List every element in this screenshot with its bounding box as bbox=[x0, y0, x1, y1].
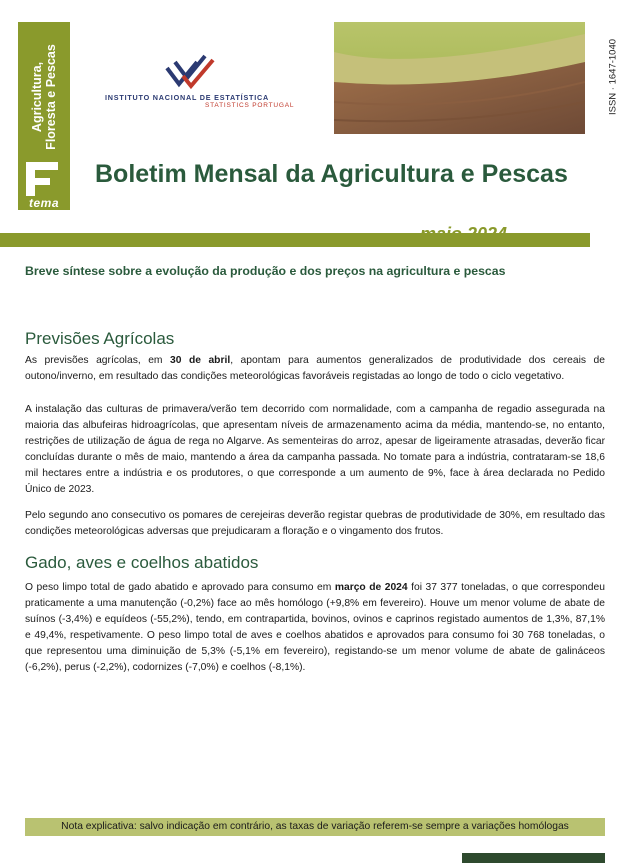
page-title: Boletim Mensal da Agricultura e Pescas bbox=[95, 160, 568, 188]
paragraph-gado-1 bbox=[25, 580, 605, 676]
paragraph-previsoes-3: Pelo segundo ano consecutivo os pomares de cerejeiras deverão registar quebras de produtividade de 30%, em resultado das condições meteorológicas adversas que prejudicaram a floração e o vingamento dos frutos. bbox=[25, 510, 605, 537]
issn-text: ISSN · 1647-1040 bbox=[607, 38, 619, 116]
logo-name: INSTITUTO NACIONAL DE ESTATÍSTICA bbox=[105, 93, 270, 102]
tema-label: tema bbox=[18, 196, 70, 210]
paragraph-text: O peso limpo total de gado abatido e aprovado para consumo em bbox=[25, 582, 335, 593]
section-title-gado: Gado, aves e coelhos abatidos bbox=[25, 553, 259, 572]
field-photo bbox=[334, 22, 585, 134]
issue-date: maio 2024 bbox=[420, 224, 508, 244]
sidebar-line-2: Floresta e Pescas bbox=[44, 44, 58, 150]
sidebar-theme-text bbox=[18, 22, 70, 172]
paragraph-previsoes-1 bbox=[25, 353, 605, 385]
section-title-previsoes: Previsões Agrícolas bbox=[25, 329, 175, 348]
footer-corner-block bbox=[462, 853, 605, 863]
page-subtitle: Breve síntese sobre a evolução da produção e dos preços na agricultura e pescas bbox=[25, 264, 506, 278]
sidebar-line-1: Agricultura, bbox=[30, 61, 44, 133]
explanatory-note: Nota explicativa: salvo indicação em contrário, as taxas de variação referem-se sempre a variações homólogas bbox=[25, 818, 605, 836]
logo-tagline: STATISTICS PORTUGAL bbox=[205, 102, 295, 109]
issn-label bbox=[598, 22, 628, 132]
paragraph-text: , apontam para aumentos generalizados de produtividade dos cereais de outono/inverno, em resultado das condições meteorológicas favoráveis registadas ao longo de todo o ciclo vegetativo. bbox=[25, 355, 606, 382]
paragraph-previsoes-2: A instalação das culturas de primavera/verão tem decorrido com normalidade, com a campanha de regadio assegurada na maioria das albufeiras hidroagrícolas, que apresentam níveis de armazenamento acima da média, mantendo-se, no entanto, restrições de utilização de água de rega no Algarve. As sementeiras do arroz, apesar de ligeiramente atrasadas, deverão ficar concluídas durante o mês de maio, mantendo a área da campanha passada. No tomate para a indústria, contrataram-se 18,6 mil hectares entre a indústria e os produtores, o que corresponde a um aumento de 9%, face à área declarada no Pedido Único de 2023. bbox=[25, 404, 605, 495]
paragraph-text: foi 37 377 toneladas, o que correspondeu praticamente a uma manutenção (-0,2%) face ao mês homólogo (+9,8% em fevereiro). Houve um menor volume de abate de suínos (-3,4%) e equídeos (-55,2%), tendo, em contrapartida, bovinos, ovinos e caprinos registado aumentos de 1,3%, 87,1% e 49,4%, respetivamente. O peso limpo total de aves e coelhos abatidos e aprovados para consumo foi 30 768 toneladas, o que representou uma diminuição de 5,3% (-5,1% em fevereiro), registando-se um menor volume de abate de galináceos (-6,2%), perus (-2,2%), codornizes (-7,0%) e coelhos (-8,1%). bbox=[25, 582, 605, 673]
ine-logo-icon bbox=[163, 54, 217, 90]
paragraph-bold-date: 30 de abril bbox=[170, 355, 231, 366]
paragraph-bold-date: março de 2024 bbox=[334, 582, 408, 593]
paragraph-text: As previsões agrícolas, em bbox=[25, 355, 170, 366]
